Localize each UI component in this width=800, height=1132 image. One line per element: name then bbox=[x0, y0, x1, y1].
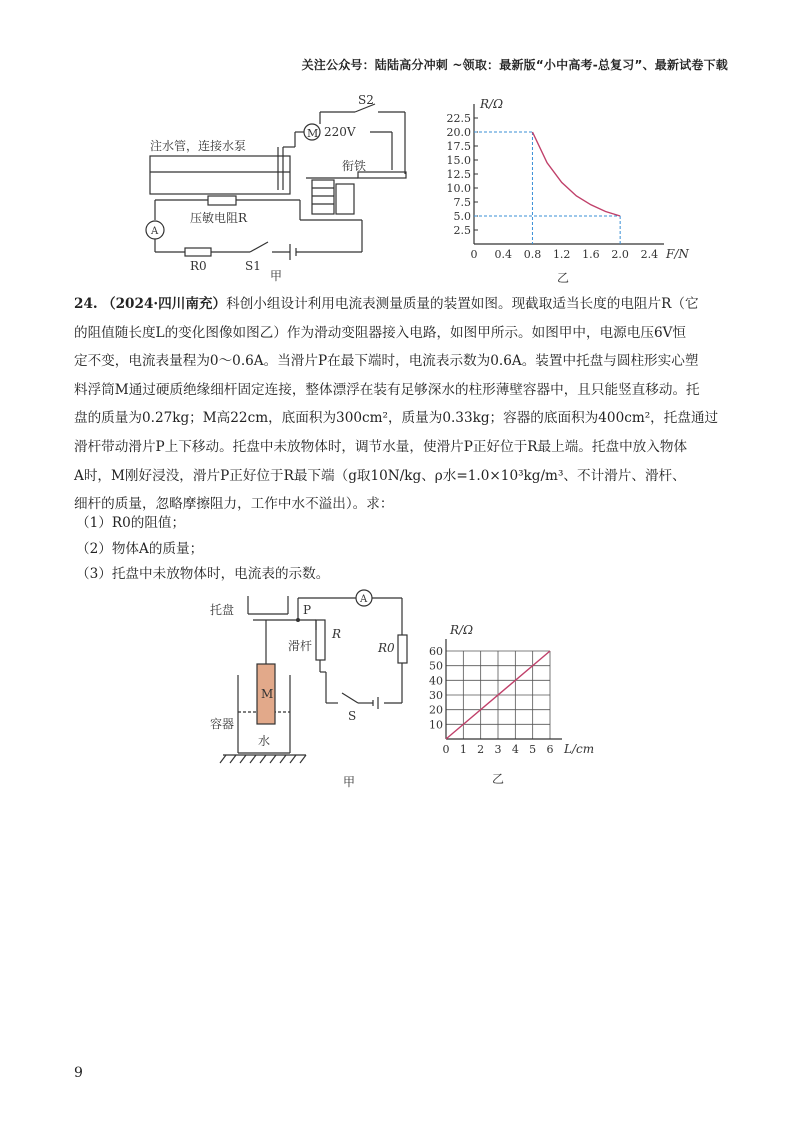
x-tick-label: 0 bbox=[470, 248, 478, 261]
y-tick-label: 20.0 bbox=[446, 126, 471, 139]
question-part-1: （1）R0的阻值； bbox=[76, 515, 186, 531]
y-tick-label: 30 bbox=[429, 689, 443, 702]
y-tick-label: 22.5 bbox=[446, 112, 471, 125]
chart-caption: 乙 bbox=[557, 271, 570, 285]
x-tick-label: 6 bbox=[546, 743, 554, 756]
slide-resistor bbox=[316, 620, 325, 660]
label-p: P bbox=[303, 603, 312, 617]
label-slider: 滑杆 bbox=[288, 639, 313, 653]
y-tick-label: 40 bbox=[429, 674, 443, 688]
page-number: 9 bbox=[74, 1065, 83, 1081]
question-number: 24. bbox=[74, 296, 98, 312]
label-s2: S2 bbox=[358, 93, 374, 107]
y-tick-label: 10 bbox=[429, 718, 443, 732]
question-line: A时，M刚好浸没，滑片P正好位于R最下端（g取10N/kg、ρ水=1.0×10³kg/m³、不计滑片、滑杆、 bbox=[74, 467, 686, 484]
label-m: M bbox=[261, 687, 274, 701]
label-voltage: 220V bbox=[324, 125, 356, 139]
x-tick-label: 4 bbox=[511, 743, 519, 756]
label-r: R bbox=[332, 627, 342, 641]
label-resistor: 压敏电阻R bbox=[190, 211, 248, 225]
x-tick-label: 3 bbox=[494, 743, 502, 756]
label-water: 水 bbox=[258, 734, 271, 748]
page-header: 关注公众号：陆陆高分冲刺 ~领取：最新版“小中高考-总复习”、最新试卷下载 bbox=[301, 58, 728, 72]
y-tick-label: 7.5 bbox=[453, 196, 471, 209]
question-body bbox=[74, 290, 734, 519]
x-tick-label: 5 bbox=[529, 743, 537, 756]
label-motor: M bbox=[307, 127, 319, 140]
label-pipe: 注水管，连接水泵 bbox=[150, 139, 247, 153]
r0-resistor bbox=[398, 635, 407, 663]
y-tick-label: 2.5 bbox=[453, 224, 471, 237]
question-line bbox=[74, 290, 734, 319]
x-tick-label: 0.4 bbox=[494, 248, 512, 261]
figure-2-apparatus bbox=[208, 580, 428, 790]
switch-s1 bbox=[250, 242, 268, 252]
x-tick-label: 1 bbox=[459, 743, 467, 756]
question-source: （2024·四川南充） bbox=[101, 296, 227, 312]
label-r0: R0 bbox=[190, 259, 207, 273]
chart-r-vs-f bbox=[442, 96, 689, 286]
label-s: S bbox=[348, 709, 357, 723]
x-axis-label: F/N bbox=[666, 247, 689, 261]
y-tick-label: 20 bbox=[429, 703, 443, 717]
label-ammeter: A bbox=[360, 594, 368, 605]
switch-s bbox=[342, 693, 358, 703]
question-line: 细杆的质量，忽略摩擦阻力，工作中水不溢出）。求： bbox=[74, 496, 394, 513]
chart-caption: 乙 bbox=[492, 772, 505, 786]
question-line: 滑杆带动滑片P上下移动。托盘中未放物体时，调节水量，使滑片P正好位于R最上端。托盘中放入物体 bbox=[74, 438, 688, 455]
question-line: 盘的质量为0.27kg；M高22cm，底面积为300cm²，质量为0.33kg；容器的底面积为400cm²，托盘通过 bbox=[74, 410, 719, 427]
x-tick-label: 0 bbox=[442, 743, 450, 756]
x-tick-label: 0.8 bbox=[523, 248, 542, 261]
label-ammeter: A bbox=[151, 226, 159, 237]
y-tick-label: 12.5 bbox=[446, 168, 471, 181]
x-axis-label: L/cm bbox=[564, 742, 595, 756]
label-tray: 托盘 bbox=[210, 603, 235, 617]
x-tick-label: 2.0 bbox=[611, 248, 629, 261]
question-part-3: （3）托盘中未放物体时，电流表的示数。 bbox=[76, 566, 330, 582]
question-line: 的阻值随长度L的变化图像如图乙）作为滑动变阻器接入电路，如图甲所示。如图甲中，电源电压6V恒 bbox=[74, 324, 687, 341]
question-text: 科创小组设计利用电流表测量质量的装置如图。现截取适当长度的电阻片R（它 bbox=[226, 296, 699, 312]
y-tick-label: 50 bbox=[429, 659, 443, 673]
y-tick-label: 15.0 bbox=[446, 154, 471, 167]
y-axis-label: R/Ω bbox=[450, 623, 474, 637]
y-tick-label: 17.5 bbox=[446, 140, 471, 153]
series-line bbox=[532, 132, 620, 216]
pressure-resistor bbox=[208, 196, 236, 205]
label-r0: R0 bbox=[378, 641, 395, 655]
figure-2-caption: 甲 bbox=[343, 775, 356, 789]
y-tick-label: 5.0 bbox=[453, 210, 471, 223]
x-tick-label: 1.2 bbox=[552, 248, 571, 261]
figure-1-caption: 甲 bbox=[270, 269, 283, 283]
chart-r-vs-l bbox=[428, 624, 608, 792]
y-axis-label: R/Ω bbox=[480, 97, 504, 111]
x-tick-label: 1.6 bbox=[582, 248, 600, 261]
label-armature: 衔铁 bbox=[342, 159, 367, 173]
question-part-2: （2）物体A的质量； bbox=[76, 541, 204, 557]
question-line: 料浮筒M通过硬质绝缘细杆固定连接，整体漂浮在装有足够深水的柱形薄壁容器中，且只能竖直移动。托 bbox=[74, 381, 700, 398]
y-tick-label: 10.0 bbox=[446, 182, 471, 195]
x-tick-label: 2 bbox=[477, 743, 485, 756]
label-container: 容器 bbox=[210, 717, 235, 731]
figure-1-circuit bbox=[130, 92, 430, 284]
water-tank bbox=[150, 156, 290, 194]
question-line: 定不变，电流表量程为0～0.6A。当滑片P在最下端时，电流表示数为0.6A。装置中托盘与圆柱形实心塑 bbox=[74, 353, 699, 370]
label-s1: S1 bbox=[245, 259, 261, 273]
x-tick-label: 2.4 bbox=[640, 248, 659, 261]
y-tick-label: 60 bbox=[429, 645, 443, 658]
r0-resistor bbox=[185, 248, 211, 256]
